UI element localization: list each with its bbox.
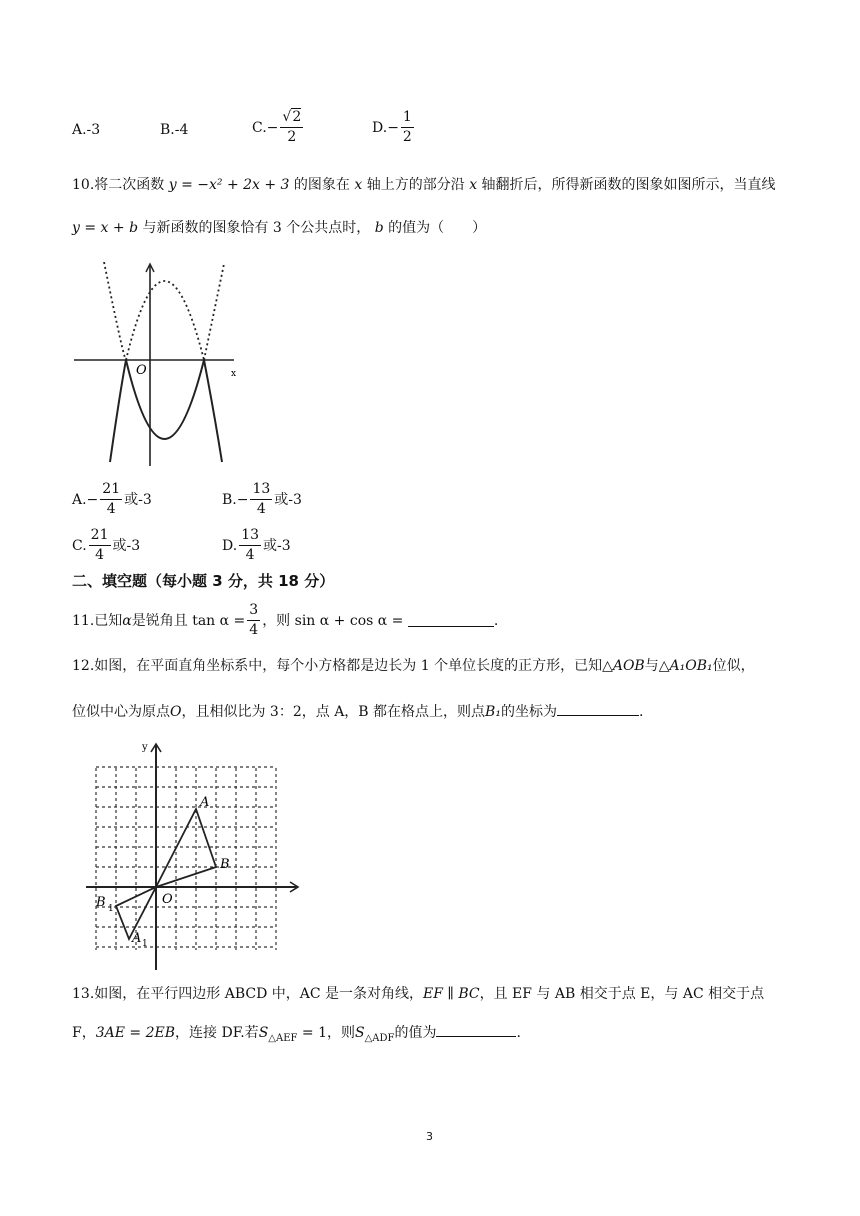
x-axis-label: x	[231, 369, 237, 379]
original-curve-right	[204, 264, 224, 360]
q9-option-d: D.− $\frac{1}{2}$	[372, 109, 412, 146]
q11-answer-blank	[408, 614, 494, 627]
original-curve-top	[126, 281, 204, 360]
triangle-aob	[156, 809, 216, 887]
svg-text:1: 1	[108, 904, 114, 914]
q10-option-b: B.− $\frac{13}{4}$ 或-3	[222, 481, 302, 518]
new-curve-left	[110, 360, 126, 462]
q10-option-c: C. $\frac{21}{4}$ 或-3	[72, 527, 141, 564]
q9-option-b: B.-4	[160, 122, 189, 138]
q13-answer-blank	[436, 1024, 516, 1037]
point-a-label: A	[200, 795, 210, 810]
point-b-label: B	[220, 857, 230, 872]
q10-option-d: D. $\frac{13}{4}$ 或-3	[222, 527, 291, 564]
q9-option-c: C.− $\frac{√2}{2}$	[252, 109, 302, 146]
q12-coordinate-grid	[84, 738, 304, 972]
q9-option-a: A.-3	[72, 122, 101, 138]
new-curve-right	[204, 360, 222, 462]
svg-text:1: 1	[142, 939, 148, 949]
q12-line-1: 12.如图，在平面直角坐标系中，每个小方格都是边长为 1 个单位长度的正方形，已知△AOB与△A₁OB₁位似，	[72, 658, 755, 674]
q12-line-2: 位似中心为原点O，且相似比为 3：2，点 A，B 都在格点上，则点B₁的坐标为 .	[72, 704, 644, 720]
point-a1-label: A	[132, 931, 142, 946]
q10-line-1: 10.将二次函数 y = −x² + 2x + 3 的图象在 x 轴上方的部分沿 x 轴翻折后，所得新函数的图象如图所示，当直线	[72, 177, 776, 193]
q10-line-2: y = x + b 与新函数的图象恰有 3 个公共点时， b 的值为（ ）	[72, 220, 487, 236]
y-axis-label: y	[142, 742, 148, 753]
page-number: 3	[426, 1130, 433, 1143]
q11-line: 11.已知α是锐角且 tan α = $\frac{3}{4}$ ，则 sin α + cos α = .	[72, 602, 499, 639]
q13-line-2: F，3AE = 2EB，连接 DF.若$S_{\triangle AEF} = 1$，则$S_{\triangle ADF}$的值为 .	[72, 1025, 521, 1044]
point-b1-label: B	[96, 895, 106, 910]
origin-label: O	[136, 363, 147, 378]
q13-line-1: 13.如图，在平行四边形 ABCD 中，AC 是一条对角线，EF ∥ BC，且 EF 与 AB 相交于点 E，与 AC 相交于点	[72, 986, 765, 1002]
q10-function-graph	[74, 262, 244, 468]
q10-option-a: A.− $\frac{21}{4}$ 或-3	[72, 481, 152, 518]
origin-label: O	[162, 892, 173, 907]
q12-answer-blank	[557, 703, 639, 716]
section-2-heading: 二、填空题（每小题 3 分，共 18 分）	[72, 572, 335, 590]
original-curve-left	[104, 262, 126, 360]
